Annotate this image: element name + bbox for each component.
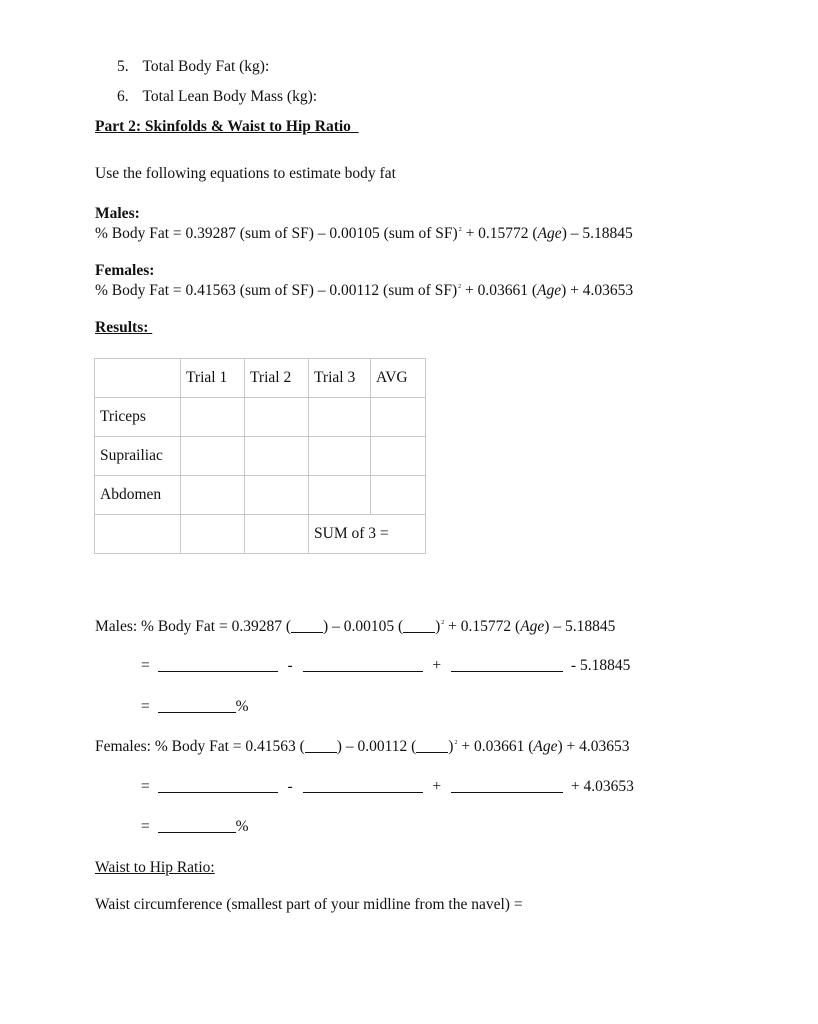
males-sum-sf-squared-blank[interactable] bbox=[403, 620, 435, 633]
part2-heading: Part 2: Skinfolds & Waist to Hip Ratio bbox=[95, 118, 351, 135]
table-header-row bbox=[95, 359, 426, 398]
list-label: Total Body Fat (kg): bbox=[142, 58, 270, 75]
sum-row-blank bbox=[245, 515, 309, 554]
males-heading: Males: bbox=[95, 205, 140, 222]
sum-of-3-label: SUM of 3 = bbox=[309, 515, 426, 554]
results-heading: Results: bbox=[95, 319, 149, 336]
males-result-blank[interactable] bbox=[158, 700, 236, 713]
females-calc-equation: Females: % Body Fat = 0.41563 ( ) – 0.00112 ( )$^2$ + 0.03661 (Age) + 4.03653 bbox=[95, 738, 630, 755]
cell-abdomen-trial-3[interactable] bbox=[309, 476, 371, 515]
row-label-abdomen: Abdomen bbox=[95, 476, 181, 515]
sum-row-blank bbox=[181, 515, 245, 554]
list-number: 5. bbox=[117, 58, 129, 75]
intro-text: Use the following equations to estimate body fat bbox=[95, 165, 396, 182]
males-term-3-blank[interactable] bbox=[451, 659, 563, 672]
table-row bbox=[95, 476, 426, 515]
cell-triceps-trial-3[interactable] bbox=[309, 398, 371, 437]
females-result-blank[interactable] bbox=[158, 820, 236, 833]
males-term-2-blank[interactable] bbox=[303, 659, 423, 672]
females-heading: Females: bbox=[95, 262, 155, 279]
females-calc-line-2: = - + + 4.03653 bbox=[141, 778, 634, 795]
table-row bbox=[95, 398, 426, 437]
females-term-3-blank[interactable] bbox=[451, 780, 563, 793]
females-sum-sf-squared-blank[interactable] bbox=[416, 740, 448, 753]
males-term-1-blank[interactable] bbox=[158, 659, 278, 672]
cell-abdomen-avg[interactable] bbox=[371, 476, 426, 515]
males-calc-result: = % bbox=[141, 698, 249, 715]
males-calc-equation: Males: % Body Fat = 0.39287 ( ) – 0.00105 ( )$^2$ + 0.15772 (Age) – 5.18845 bbox=[95, 618, 616, 635]
list-label: Total Lean Body Mass (kg): bbox=[142, 88, 318, 105]
cell-triceps-trial-1[interactable] bbox=[181, 398, 245, 437]
list-item-total-lean-mass bbox=[117, 89, 317, 105]
header-cell-trial-3: Trial 3 bbox=[309, 359, 371, 398]
row-label-triceps: Triceps bbox=[95, 398, 181, 437]
header-cell-blank bbox=[95, 359, 181, 398]
list-item-total-body-fat bbox=[117, 59, 269, 75]
females-equation: % Body Fat = 0.41563 (sum of SF) – 0.00112 (sum of SF)$^2$ + 0.03661 (Age) + 4.03653 bbox=[95, 282, 634, 299]
header-cell-trial-1: Trial 1 bbox=[181, 359, 245, 398]
females-sum-sf-blank[interactable] bbox=[305, 740, 337, 753]
header-cell-avg: AVG bbox=[371, 359, 426, 398]
waist-circumference-line: Waist circumference (smallest part of your midline from the navel) = bbox=[95, 896, 523, 913]
females-term-1-blank[interactable] bbox=[158, 780, 278, 793]
males-equation: % Body Fat = 0.39287 (sum of SF) – 0.00105 (sum of SF)$^2$ + 0.15772 (Age) – 5.18845 bbox=[95, 225, 633, 242]
sum-row-blank bbox=[95, 515, 181, 554]
cell-suprailiac-trial-3[interactable] bbox=[309, 437, 371, 476]
females-calc-result: = % bbox=[141, 818, 249, 835]
list-number: 6. bbox=[117, 88, 129, 105]
skinfold-results-table bbox=[94, 358, 426, 554]
cell-suprailiac-avg[interactable] bbox=[371, 437, 426, 476]
females-term-2-blank[interactable] bbox=[303, 780, 423, 793]
header-cell-trial-2: Trial 2 bbox=[245, 359, 309, 398]
males-calc-line-2: = - + - 5.18845 bbox=[141, 657, 631, 674]
table-row bbox=[95, 437, 426, 476]
cell-triceps-avg[interactable] bbox=[371, 398, 426, 437]
row-label-suprailiac: Suprailiac bbox=[95, 437, 181, 476]
table-row-sum bbox=[95, 515, 426, 554]
cell-suprailiac-trial-1[interactable] bbox=[181, 437, 245, 476]
cell-suprailiac-trial-2[interactable] bbox=[245, 437, 309, 476]
cell-abdomen-trial-1[interactable] bbox=[181, 476, 245, 515]
cell-abdomen-trial-2[interactable] bbox=[245, 476, 309, 515]
cell-triceps-trial-2[interactable] bbox=[245, 398, 309, 437]
males-sum-sf-blank[interactable] bbox=[291, 620, 323, 633]
waist-hip-heading: Waist to Hip Ratio: bbox=[95, 859, 215, 876]
